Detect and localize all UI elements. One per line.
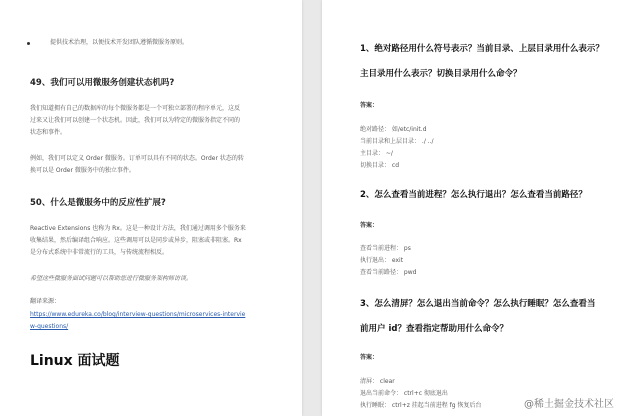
bullet-dot: [27, 42, 30, 45]
linux-section-title: Linux 面试题: [30, 353, 120, 369]
q3-answer-line: 执行睡眠： ctrl+z 挂起当前进程 fg 恢复后台: [360, 402, 482, 409]
q1-answer-line: 主目录： ~/: [360, 150, 393, 157]
q2-answer-line: 查看当前进程： ps: [360, 245, 411, 252]
q1-answer-line: 绝对路径： 如/etc/init.d: [360, 126, 427, 133]
q50-paragraph-line-2: 收集结果，然后编译组合响应。这些调用可以是同步或异步，阻塞或非阻塞。Rx: [30, 237, 242, 244]
q2-answer-label: 答案：: [360, 222, 379, 229]
source-label: 翻译来源：: [30, 298, 61, 305]
left-document-page: [0, 0, 302, 416]
q1-heading-line-2: 主目录用什么表示？切换目录用什么命令？: [360, 69, 522, 79]
platform-watermark: @稀土掘金技术社区: [524, 399, 614, 410]
q50-paragraph-line-1: Reactive Extensions 也称为 Rx。这是一种设计方法，我们通过调用多个服务来: [30, 225, 246, 232]
q49-paragraph-1-line-2: 过来又让我们可以创建一个状态机。因此，我们可以为特定的微服务指定不同的: [30, 117, 241, 124]
q50-heading: 50、什么是微服务中的反应性扩展?: [30, 198, 166, 208]
source-link-line-1[interactable]: https://www.edureka.co/blog/interview-questions/microservices-intervie: [30, 311, 246, 318]
q1-answer-label: 答案：: [360, 102, 379, 109]
q49-paragraph-2-line-1: 例如，我们可以定义 Order 微服务。订单可以具有不同的状态。Order 状态的转: [30, 155, 244, 162]
q1-heading-line-1: 1、绝对路径用什么符号表示？当前目录、上层目录用什么表示？: [360, 44, 604, 54]
q2-heading: 2、怎么查看当前进程？怎么执行退出？怎么查看当前路径？: [360, 190, 587, 200]
q3-answer-line: 退出当前命令： ctrl+c 彻底退出: [360, 390, 448, 397]
q1-answer-line: 切换目录： cd: [360, 162, 400, 169]
q3-answer-label: 答案：: [360, 354, 379, 361]
q2-answer-line: 执行退出： exit: [360, 257, 404, 264]
q3-answer-line: 清屏： clear: [360, 378, 395, 385]
q49-paragraph-2-line-2: 换可以是 Order 微服务中的独立事件。: [30, 167, 135, 174]
bullet-text: 提供技术治理，以便技术开发团队遵循微服务原则。: [50, 39, 189, 46]
q49-paragraph-1-line-3: 状态和事件。: [30, 129, 67, 136]
q49-heading: 49、我们可以用微服务创建状态机吗?: [30, 78, 175, 88]
source-link-line-2[interactable]: w-questions/: [30, 323, 69, 330]
right-document-page: [322, 0, 622, 416]
q2-answer-line: 查看当前路径： pwd: [360, 269, 417, 276]
q3-heading-line-1: 3、怎么清屏？怎么退出当前命令？怎么执行睡眠？怎么查看当: [360, 299, 596, 309]
q1-answer-line: 当前目录和上层目录： ./ ../: [360, 138, 434, 145]
q49-paragraph-1-line-1: 我们知道拥有自己的数据库的每个微服务都是一个可独立部署的程序单元，这反: [30, 105, 241, 112]
q50-paragraph-line-3: 是分布式系统中非常流行的工具，与传统流程相反。: [30, 249, 169, 256]
closing-note: 希望这些微服务面试问题可以帮助您进行微服务架构师访谈。: [30, 275, 193, 282]
q3-heading-line-2: 前用户 id？查看指定帮助用什么命令？: [360, 324, 508, 334]
